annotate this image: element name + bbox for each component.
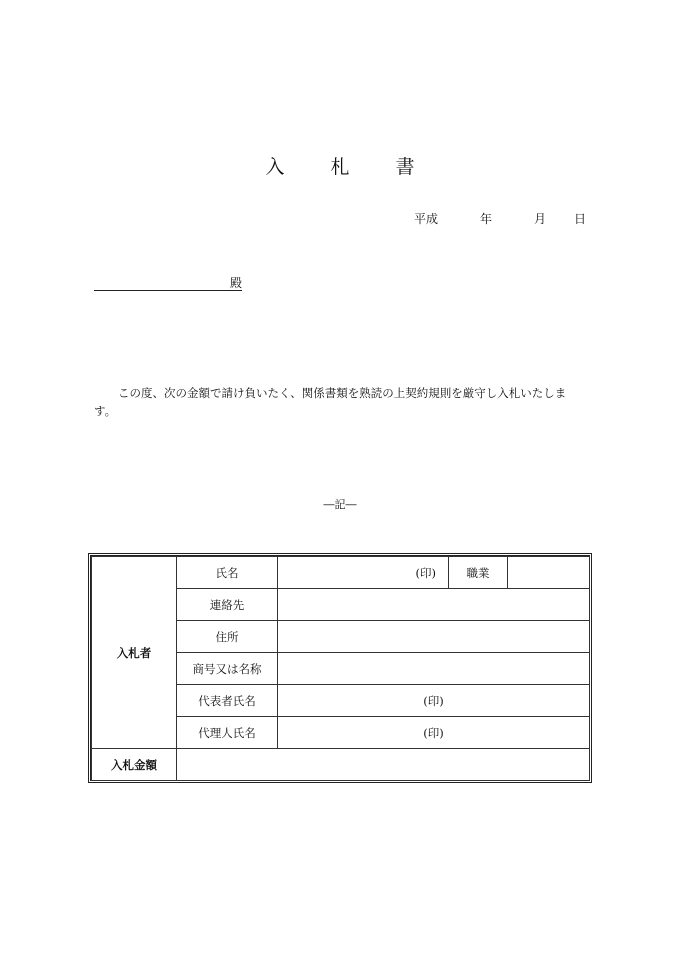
trade-name-label: 商号又は名称 [177, 653, 278, 685]
bid-amount-field[interactable] [177, 749, 590, 781]
date-year-unit: 年 [480, 212, 493, 226]
date-month-unit: 月 [534, 212, 547, 226]
contact-field[interactable] [278, 589, 590, 621]
agent-seal-mark: (印) [423, 725, 444, 740]
occupation-label: 職業 [449, 557, 508, 589]
bid-table-frame [88, 553, 592, 783]
name-seal-mark: (印) [415, 565, 436, 580]
address-field[interactable] [278, 621, 590, 653]
name-label: 氏名 [177, 557, 278, 589]
declaration-text: この度、次の金額で請け負いたく、関係書類を熟読の上契約規則を厳守し入札いたします。 [94, 386, 567, 418]
address-label: 住所 [177, 621, 278, 653]
date-era: 平成 [414, 212, 439, 226]
bid-amount-label: 入札金額 [92, 749, 177, 781]
addressee-line[interactable] [94, 275, 242, 291]
ki-heading: ―記― [323, 498, 357, 511]
representative-field[interactable] [278, 685, 590, 717]
contact-label: 連絡先 [177, 589, 278, 621]
bid-table [91, 556, 590, 781]
agent-label: 代理人氏名 [177, 717, 278, 749]
representative-seal-mark: (印) [423, 693, 444, 708]
representative-label: 代表者氏名 [177, 685, 278, 717]
trade-name-field[interactable] [278, 653, 590, 685]
document-title: 入 札 書 [265, 156, 435, 178]
bidder-label: 入札者 [92, 557, 177, 749]
date-day-unit: 日 [574, 212, 587, 226]
occupation-field[interactable] [508, 557, 590, 589]
name-field[interactable] [278, 557, 449, 589]
addressee-suffix: 殿 [229, 276, 242, 290]
agent-field[interactable] [278, 717, 590, 749]
